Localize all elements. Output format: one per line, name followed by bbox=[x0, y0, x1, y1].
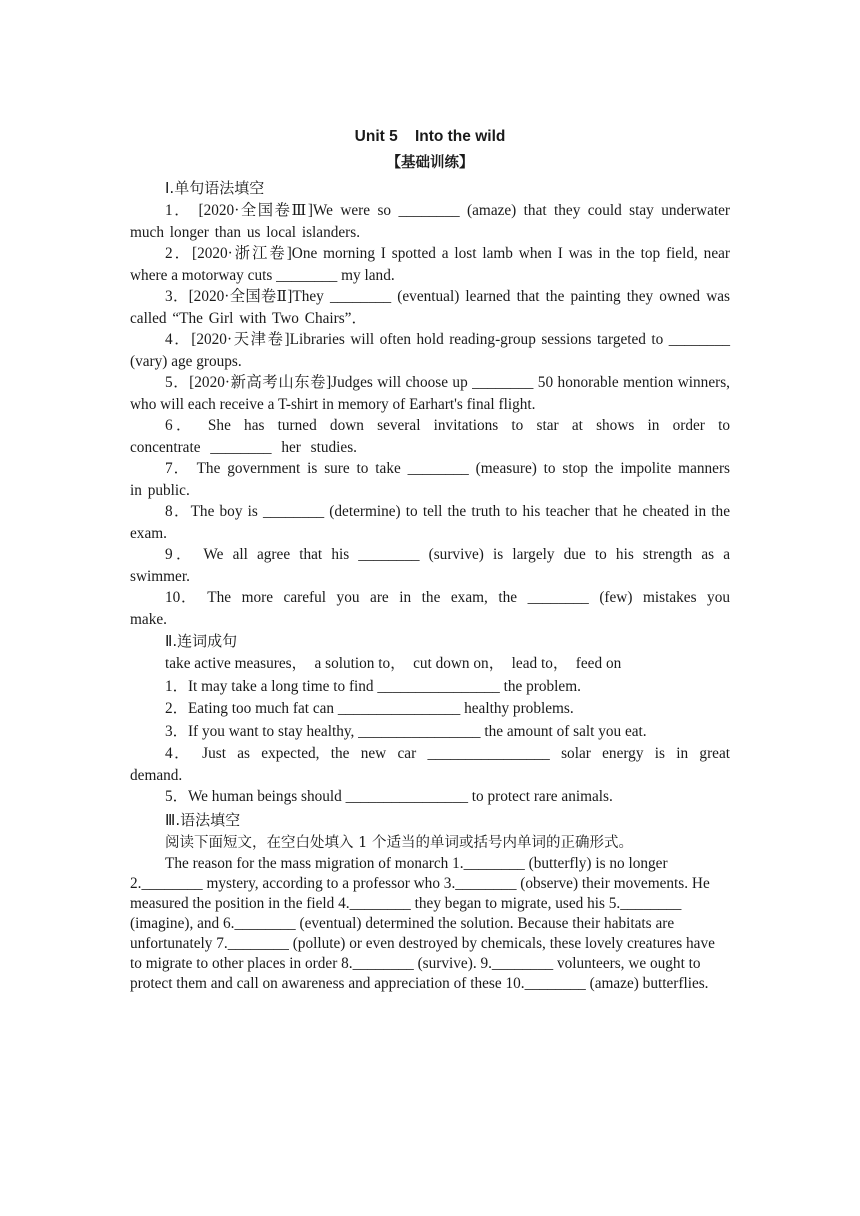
question-1-7: 7． The government is sure to take ________ (measure) to stop the impolite manners in public. bbox=[130, 460, 730, 499]
question-2-1: 1．It may take a long time to find ________________ the problem. bbox=[165, 677, 581, 695]
question-2-4: 4． Just as expected, the new car ________________ solar energy is in great demand. bbox=[130, 745, 730, 784]
section-2-heading: Ⅱ.连词成句 bbox=[165, 632, 238, 650]
section-3-instruction: 阅读下面短文，在空白处填入 1 个适当的单词或括号内单词的正确形式。 bbox=[165, 834, 633, 851]
section-3-heading: Ⅲ.语法填空 bbox=[165, 810, 241, 829]
question-1-3: 3．[2020·全国卷Ⅱ]They ________ (eventual) learned that the painting they owned was called “The Girl with Two Chairs”． bbox=[130, 288, 730, 327]
question-1-6: 6． She has turned down several invitations to star at shows in order to concentrate ________ her studies. bbox=[130, 417, 730, 456]
question-1-10: 10． The more careful you are in the exam, the ________ (few) mistakes you make. bbox=[130, 589, 730, 628]
question-1-1: 1． [2020·全国卷Ⅲ]We were so ________ (amaze) that they could stay underwater much longer than us local islanders. bbox=[130, 202, 730, 241]
training-subtitle: 【基础训练】 bbox=[386, 155, 474, 171]
cloze-passage: The reason for the mass migration of monarch 1.________ (butterfly) is no longer 2.________ mystery, according to a professor who 3.________ (observe) their movements. He measured the position in the field 4.________ they began to migrate, used his 5.________ (imagine), and 6.________ (eventual) determined the solution. Because their habitats are unfortunately 7.________ (pollute) or even destroyed by chemicals, these lovely creatures have to migrate to other places in order 8.________ (survive). 9.________ volunteers, we ought to protect them and call on awareness and appreciation of these 10.________ (amaze) butterflies. bbox=[130, 854, 715, 992]
question-1-4: 4．[2020·天津卷]Libraries will often hold reading-group sessions targeted to ________ (vary) age groups. bbox=[130, 331, 730, 370]
question-1-5: 5．[2020·新高考山东卷]Judges will choose up ________ 50 honorable mention winners, who will each receive a T-shirt in memory of Earhart's final flight. bbox=[130, 374, 730, 413]
question-1-2: 2．[2020·浙江卷]One morning I spotted a lost lamb when I was in the top field, near where a motorway cuts ________ my land. bbox=[130, 245, 730, 284]
question-2-3: 3．If you want to stay healthy, ________________ the amount of salt you eat. bbox=[165, 722, 647, 740]
question-2-2: 2．Eating too much fat can ________________ healthy problems. bbox=[165, 700, 574, 717]
question-1-8: 8．The boy is ________ (determine) to tell the truth to his teacher that he cheated in the exam. bbox=[130, 503, 730, 542]
question-2-5: 5．We human beings should ________________ to protect rare animals. bbox=[165, 788, 613, 805]
worksheet-page bbox=[130, 125, 730, 994]
question-1-9: 9． We all agree that his ________ (survive) is largely due to his strength as a swimmer. bbox=[130, 546, 730, 585]
section-1-heading: Ⅰ.单句语法填空 bbox=[165, 179, 265, 197]
unit-title: Unit 5 Into the wild bbox=[354, 128, 506, 145]
phrase-bank: take active measures， a solution to， cut down on， lead to， feed on bbox=[165, 655, 622, 672]
